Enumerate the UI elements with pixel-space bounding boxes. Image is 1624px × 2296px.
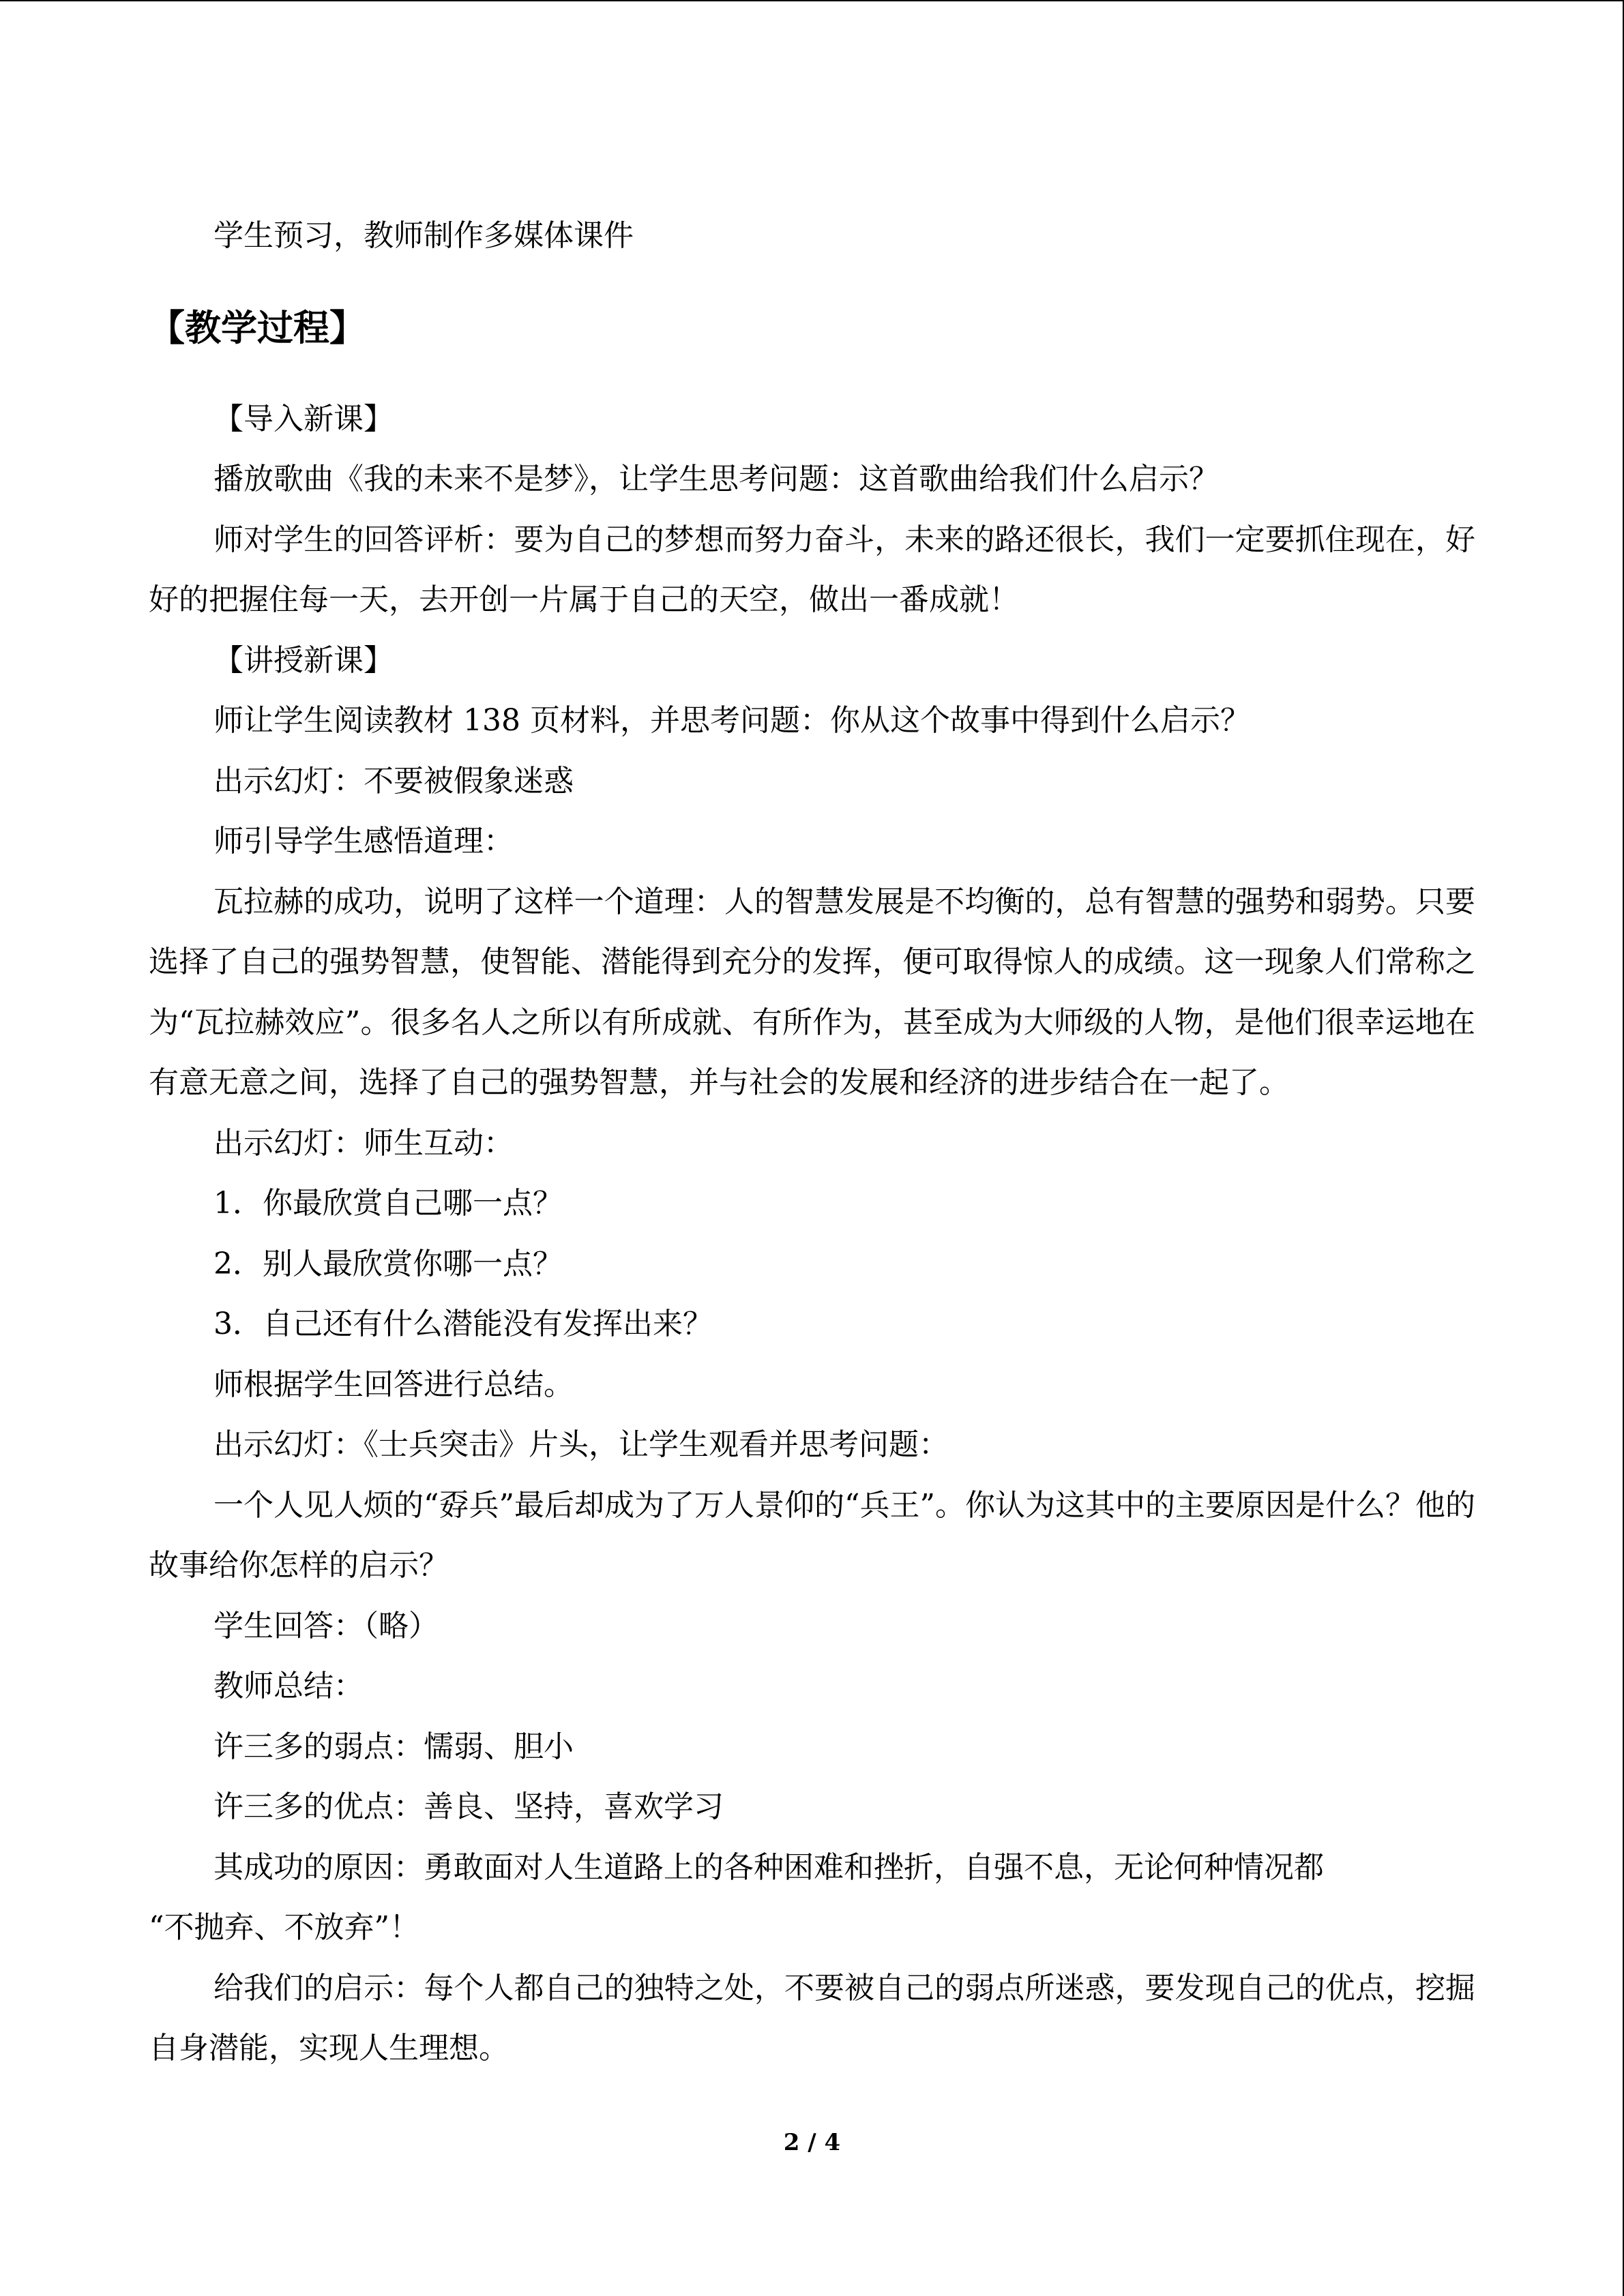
paragraph: 出示幻灯：不要被假象迷惑 xyxy=(213,763,574,799)
paragraph: 许三多的弱点：懦弱、胆小 xyxy=(213,1729,574,1764)
paragraph: 许三多的优点：善良、坚持，喜欢学习 xyxy=(213,1789,724,1824)
list-item: 2．别人最欣赏你哪一点？ xyxy=(213,1246,563,1281)
paragraph: 师根据学生回答进行总结。 xyxy=(213,1367,574,1402)
paragraph: 学生回答：（略） xyxy=(213,1608,439,1643)
subheading-intro: 【导入新课】 xyxy=(213,401,394,436)
paragraph: 瓦拉赫的成功，说明了这样一个道理：人的智慧发展是不均衡的，总有智慧的强势和弱势。只要选择了自己的强势智慧，使智能、潜能得到充分的发挥，便可取得惊人的成绩。这一现象人们常称之为“瓦拉赫效应”。很多名人之所以有所成就、有所作为，甚至成为大师级的人物，是他们很幸运地在有意无意之间，选择了自己的强势智慧，并与社会的发展和经济的进步结合在一起了。 xyxy=(149,884,1475,1100)
paragraph: 出示幻灯：师生互动： xyxy=(213,1125,514,1161)
page-number: 2 / 4 xyxy=(783,2129,841,2156)
subheading-new-lesson: 【讲授新课】 xyxy=(213,642,394,678)
paragraph: 师让学生阅读教材 138 页材料，并思考问题：你从这个故事中得到什么启示？ xyxy=(213,703,1250,738)
page-content xyxy=(149,206,1475,2079)
paragraph: 一个人见人烦的“孬兵”最后却成为了万人景仰的“兵王”。你认为这其中的主要原因是什么？他的故事给你怎样的启示？ xyxy=(149,1487,1475,1583)
paragraph: 教师总结： xyxy=(213,1669,364,1703)
paragraph: 给我们的启示：每个人都自己的独特之处，不要被自己的弱点所迷惑，要发现自己的优点，挖掘自身潜能，实现人生理想。 xyxy=(149,1970,1475,2066)
paragraph: 出示幻灯：《士兵突击》片头，让学生观看并思考问题： xyxy=(213,1427,949,1462)
paragraph: 播放歌曲《我的未来不是梦》，让学生思考问题：这首歌曲给我们什么启示？ xyxy=(213,462,1219,496)
section-heading-teaching-process: 【教学过程】 xyxy=(149,306,366,349)
paragraph: “不抛弃、不放弃”！ xyxy=(149,1910,419,1945)
list-item: 3．自己还有什么潜能没有发挥出来？ xyxy=(213,1307,713,1341)
list-item: 1．你最欣赏自己哪一点？ xyxy=(213,1186,563,1221)
preparation-text: 学生预习，教师制作多媒体课件 xyxy=(213,218,634,253)
paragraph: 其成功的原因：勇敢面对人生道路上的各种困难和挫折，自强不息，无论何种情况都 xyxy=(213,1849,1324,1885)
paragraph: 师引导学生感悟道理： xyxy=(213,824,514,859)
paragraph: 师对学生的回答评析：要为自己的梦想而努力奋斗，未来的路还很长，我们一定要抓住现在，好好的把握住每一天，去开创一片属于自己的天空，做出一番成就！ xyxy=(149,522,1475,617)
